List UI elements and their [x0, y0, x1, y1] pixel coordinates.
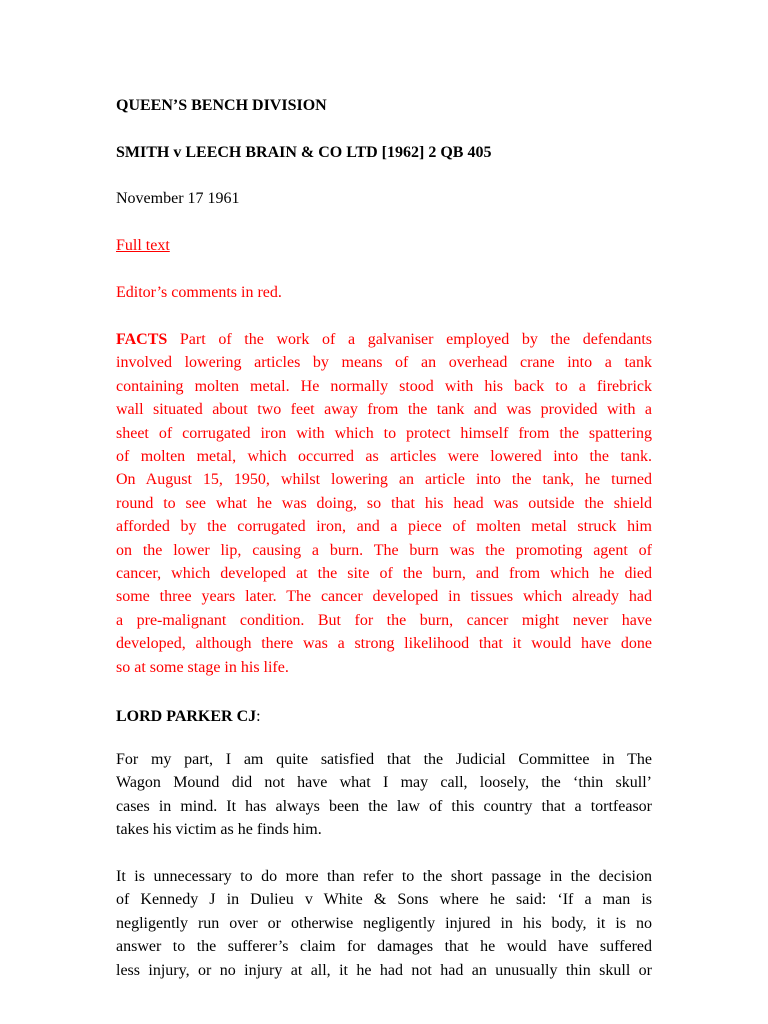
facts-line: afforded by the corrugated iron, and a piece of molten metal struck him [116, 518, 652, 536]
facts-line: On August 15, 1950, whilst lowering an article into the tank, he turned [116, 471, 652, 489]
facts-line: wall situated about two feet away from the tank and was provided with a [116, 401, 652, 419]
facts-line: involved lowering articles by means of an overhead crane into a tank [116, 354, 652, 372]
paragraph-line: of Kennedy J in Dulieu v White & Sons where he said: ‘If a man is [116, 891, 652, 909]
court-heading: QUEEN’S BENCH DIVISION [116, 97, 327, 114]
paragraph-line: For my part, I am quite satisfied that the Judicial Committee in The [116, 751, 652, 768]
paragraph-line: negligently run over or otherwise negligently injured in his body, it is no [116, 914, 652, 932]
paragraph-line: takes his victim as he finds him. [116, 821, 322, 839]
judgment-paragraph-2 [116, 865, 652, 982]
facts-line: of molten metal, which occurred as articles were lowered into the tank. [116, 448, 652, 466]
paragraph-line: answer to the sufferer’s claim for damages that he would have suffered [116, 938, 652, 956]
paragraph-line: It is unnecessary to do more than refer to the short passage in the decision [116, 868, 652, 885]
judge-heading: LORD PARKER CJ: [116, 708, 261, 725]
full-text-link[interactable]: Full text [116, 237, 170, 254]
facts-line: cancer, which developed at the site of the burn, and from which he died [116, 565, 652, 583]
case-citation: SMITH v LEECH BRAIN & CO LTD [1962] 2 QB 405 [116, 144, 492, 161]
facts-line: FACTS Part of the work of a galvaniser employed by the defendants [116, 331, 652, 348]
editor-note: Editor’s comments in red. [116, 284, 282, 301]
facts-line: some three years later. The cancer developed in tissues which already had [116, 588, 652, 606]
judgment-paragraph-1 [116, 748, 652, 842]
facts-line: a pre-malignant condition. But for the burn, cancer might never have [116, 611, 652, 629]
judgment-date: November 17 1961 [116, 190, 240, 207]
facts-line: so at some stage in his life. [116, 658, 289, 676]
facts-label: FACTS [116, 331, 168, 348]
paragraph-line: less injury, or no injury at all, it he had not had an unusually thin skull or [116, 961, 652, 979]
facts-line: on the lower lip, causing a burn. The burn was the promoting agent of [116, 541, 652, 559]
facts-line: sheet of corrugated iron with which to protect himself from the spattering [116, 424, 652, 442]
paragraph-line: Wagon Mound did not have what I may call, loosely, the ‘thin skull’ [116, 774, 652, 792]
facts-line: round to see what he was doing, so that his head was outside the shield [116, 494, 652, 512]
facts-paragraph [116, 328, 652, 679]
paragraph-line: cases in mind. It has always been the law of this country that a tortfeasor [116, 797, 652, 815]
facts-line: containing molten metal. He normally stood with his back to a firebrick [116, 377, 652, 395]
facts-line: developed, although there was a strong likelihood that it would have done [116, 635, 652, 653]
